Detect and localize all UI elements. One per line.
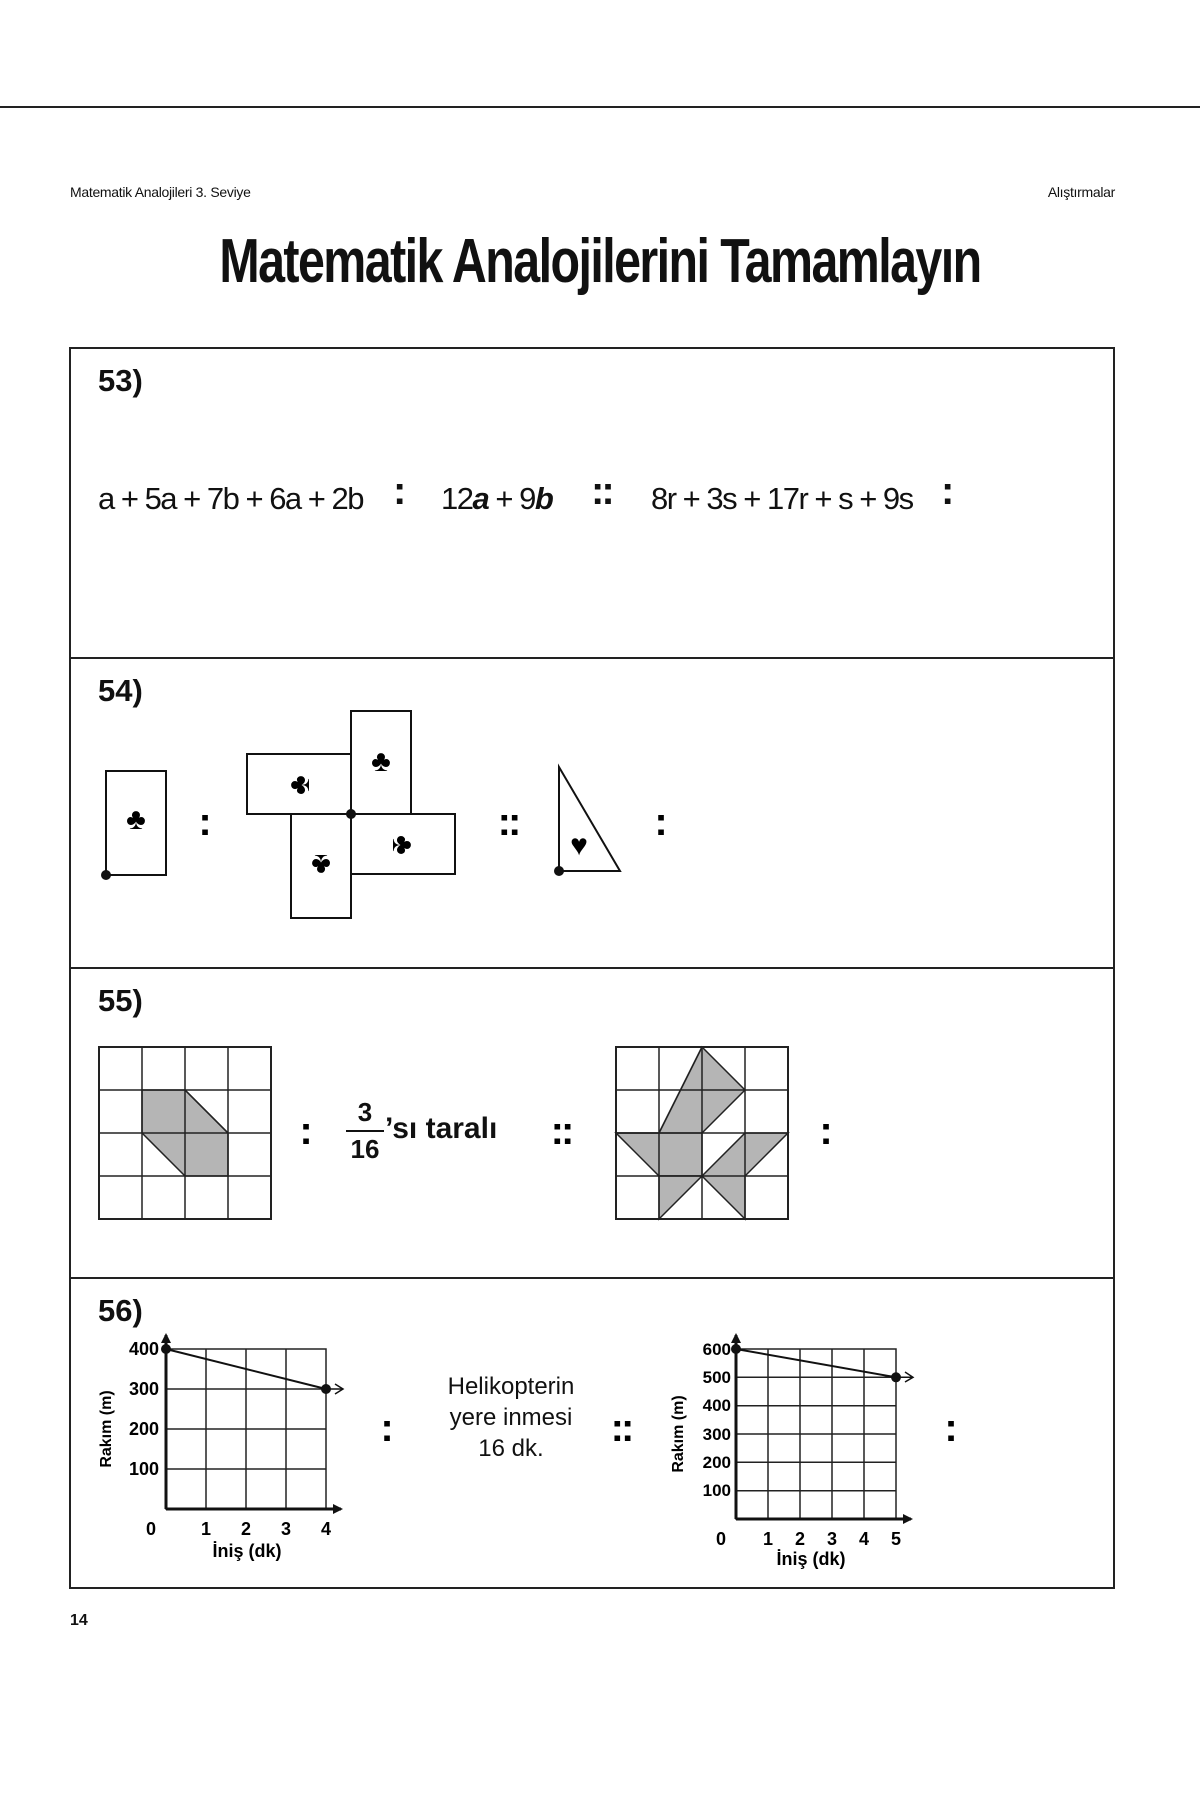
grid-left bbox=[99, 1047, 271, 1219]
graph-2 bbox=[670, 1333, 913, 1569]
data-point bbox=[891, 1372, 901, 1382]
x-tick-label: 5 bbox=[890, 1529, 902, 1549]
page-number: 14 bbox=[70, 1612, 88, 1629]
fraction-numerator: 3 bbox=[357, 1097, 373, 1127]
ratio-separator: : bbox=[380, 1406, 394, 1450]
fraction bbox=[346, 1097, 384, 1165]
pivot-dot bbox=[346, 809, 356, 819]
x-tick-label: 4 bbox=[320, 1519, 332, 1539]
ratio-separator-2: : bbox=[944, 1406, 958, 1450]
shapes-figure bbox=[71, 659, 1113, 969]
y-tick-label: 100 bbox=[702, 1481, 731, 1500]
question-number: 54) bbox=[98, 673, 143, 708]
shaded-text: ’sı taralı bbox=[385, 1112, 498, 1145]
grid-right bbox=[616, 1047, 788, 1219]
y-tick-label: 300 bbox=[702, 1425, 731, 1444]
heart-icon: ♥ bbox=[570, 829, 588, 862]
origin-label: 0 bbox=[145, 1519, 157, 1539]
page-title: Matematik Analojilerini Tamamlayın bbox=[219, 227, 981, 296]
x-tick-label: 3 bbox=[280, 1519, 292, 1539]
x-tick-label: 4 bbox=[858, 1529, 870, 1549]
question-54 bbox=[71, 659, 1113, 969]
expression-1: a + 5a + 7b + 6a + 2b bbox=[98, 481, 363, 516]
exercise-frame bbox=[69, 347, 1115, 1589]
x-tick-label: 3 bbox=[826, 1529, 838, 1549]
expression-3: 8r + 3s + 17r + s + 9s bbox=[651, 481, 913, 516]
y-tick-label: 200 bbox=[128, 1419, 159, 1439]
x-axis-label: İniş (dk) bbox=[776, 1549, 846, 1569]
club-icon: ♣ bbox=[126, 803, 146, 836]
origin-label: 0 bbox=[715, 1529, 727, 1549]
question-53 bbox=[71, 349, 1113, 659]
ratio-separator-2: : bbox=[941, 469, 955, 513]
club-icon: ♣ bbox=[386, 835, 419, 855]
x-axis-label: İniş (dk) bbox=[212, 1541, 282, 1561]
club-icon: ♣ bbox=[371, 745, 391, 778]
proportion-separator: :: bbox=[591, 469, 612, 513]
helicopter-text-line-2: yere inmesi bbox=[449, 1404, 573, 1431]
question-number: 55) bbox=[98, 983, 143, 1018]
proportion-separator: :: bbox=[550, 1109, 572, 1153]
shaded-region-3 bbox=[659, 1176, 702, 1219]
graph-1 bbox=[98, 1333, 343, 1561]
question-55 bbox=[71, 969, 1113, 1279]
ratio-separator-2: : bbox=[654, 800, 668, 844]
pivot-dot bbox=[554, 866, 564, 876]
ratio-separator: : bbox=[299, 1109, 313, 1153]
grid-figures bbox=[71, 969, 1113, 1279]
top-rule bbox=[0, 106, 1200, 108]
y-tick-label: 300 bbox=[128, 1379, 159, 1399]
x-tick-label: 2 bbox=[240, 1519, 252, 1539]
header-book-title: Matematik Analojileri 3. Seviye bbox=[70, 184, 251, 200]
question-number: 56) bbox=[98, 1293, 143, 1328]
y-axis-label: Rakım (m) bbox=[670, 1395, 687, 1473]
ratio-separator: : bbox=[198, 800, 212, 844]
club-icon: ♣ bbox=[311, 848, 331, 881]
data-point bbox=[161, 1344, 171, 1354]
expression-2: 12a + 9b bbox=[441, 481, 553, 516]
proportion-separator: :: bbox=[610, 1406, 632, 1450]
y-tick-label: 200 bbox=[702, 1453, 731, 1472]
y-axis-label: Rakım (m) bbox=[98, 1390, 115, 1468]
pivot-dot bbox=[101, 870, 111, 880]
data-point bbox=[321, 1384, 331, 1394]
club-icon: ♣ bbox=[283, 775, 316, 795]
x-tick-label: 1 bbox=[762, 1529, 774, 1549]
y-tick-label: 400 bbox=[128, 1339, 159, 1359]
y-tick-label: 600 bbox=[702, 1340, 731, 1359]
helicopter-text-line-3: 16 dk. bbox=[478, 1435, 544, 1462]
header-section: Alıştırmalar bbox=[1047, 184, 1115, 200]
data-point bbox=[731, 1344, 741, 1354]
ratio-separator: : bbox=[393, 469, 407, 513]
ratio-separator-2: : bbox=[819, 1109, 833, 1153]
triangle-shape bbox=[559, 767, 620, 871]
helicopter-text bbox=[411, 1371, 611, 1464]
y-tick-label: 100 bbox=[128, 1459, 159, 1479]
proportion-separator: :: bbox=[497, 800, 519, 844]
question-number: 53) bbox=[98, 363, 143, 398]
y-tick-label: 400 bbox=[702, 1396, 731, 1415]
x-tick-label: 2 bbox=[794, 1529, 806, 1549]
y-tick-label: 500 bbox=[702, 1368, 731, 1387]
fraction-denominator: 16 bbox=[350, 1134, 380, 1164]
question-56 bbox=[71, 1279, 1113, 1587]
descent-line bbox=[736, 1349, 896, 1377]
x-tick-label: 1 bbox=[200, 1519, 212, 1539]
helicopter-text-line-1: Helikopterin bbox=[447, 1373, 575, 1400]
